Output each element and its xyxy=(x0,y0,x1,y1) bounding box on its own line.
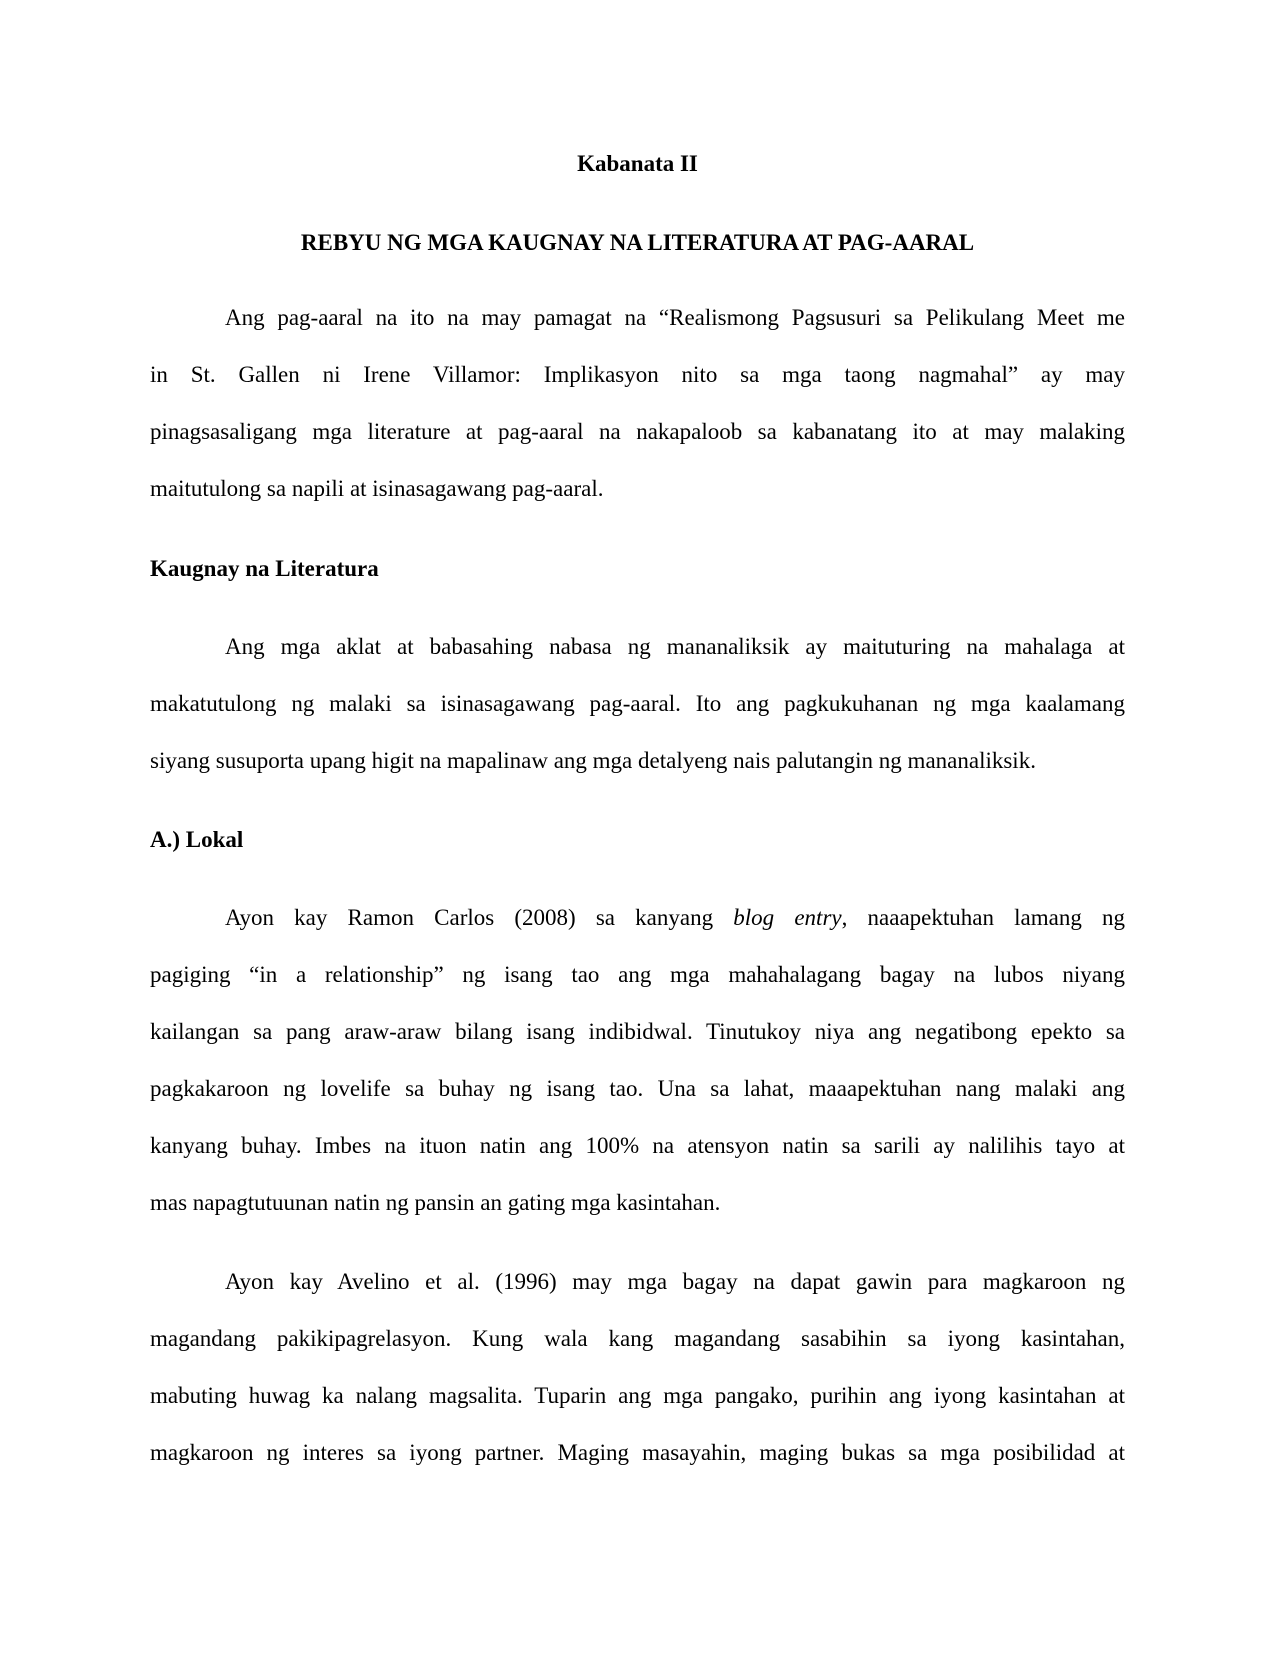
section-heading: Kaugnay na Literatura xyxy=(150,556,379,581)
carlos-text-after: , naaapektuhan lamang ng xyxy=(841,905,1125,930)
section-paragraph-line: makatutulong ng malaki sa isinasagawang pag-aaral. Ito ang pagkukuhanan ng mga kaalamang xyxy=(150,691,1125,716)
carlos-paragraph-line: pagkakaroon ng lovelife sa buhay ng isang tao. Una sa lahat, maaapektuhan nang malaki ang xyxy=(150,1076,1125,1101)
carlos-paragraph-line: kailangan sa pang araw-araw bilang isang indibidwal. Tinutukoy niya ang negatibong epekto sa xyxy=(150,1019,1125,1044)
intro-paragraph-line: maitutulong sa napili at isinasagawang pag-aaral. xyxy=(150,476,604,501)
intro-paragraph-line: in St. Gallen ni Irene Villamor: Implikasyon nito sa mga taong nagmahal” ay may xyxy=(150,362,1125,387)
avelino-paragraph-line: mabuting huwag ka nalang magsalita. Tuparin ang mga pangako, purihin ang iyong kasintahan at xyxy=(150,1383,1125,1408)
avelino-paragraph-line: magkaroon ng interes sa iyong partner. Maging masayahin, maging bukas sa mga posibilidad at xyxy=(150,1440,1125,1465)
section-paragraph-line: siyang susuporta upang higit na mapalinaw ang mga detalyeng nais palutangin ng mananaliksik. xyxy=(150,748,1036,773)
carlos-text-italic: blog entry xyxy=(733,905,842,930)
carlos-paragraph-line: kanyang buhay. Imbes na ituon natin ang 100% na atensyon natin sa sarili ay nalilihis tayo at xyxy=(150,1133,1125,1158)
document-title: REBYU NG MGA KAUGNAY NA LITERATURA AT PAG-AARAL xyxy=(300,230,975,255)
carlos-text-before: Ayon kay Ramon Carlos (2008) sa kanyang xyxy=(225,905,734,930)
intro-paragraph-line: pinagsasaligang mga literature at pag-aaral na nakapaloob sa kabanatang ito at may malaking xyxy=(150,419,1125,444)
section-paragraph-line: Ang mga aklat at babasahing nabasa ng mananaliksik ay maituturing na mahalaga at xyxy=(225,634,1125,659)
avelino-paragraph-line: magandang pakikipagrelasyon. Kung wala kang magandang sasabihin sa iyong kasintahan, xyxy=(150,1326,1125,1351)
carlos-paragraph-line: mas napagtutuunan natin ng pansin an gating mga kasintahan. xyxy=(150,1190,721,1215)
carlos-paragraph-first-line xyxy=(225,904,1125,932)
subheading-lokal: A.) Lokal xyxy=(150,827,244,852)
avelino-paragraph-line: Ayon kay Avelino et al. (1996) may mga bagay na dapat gawin para magkaroon ng xyxy=(225,1269,1125,1294)
carlos-paragraph-line: pagiging “in a relationship” ng isang tao ang mga mahahalagang bagay na lubos niyang xyxy=(150,962,1125,987)
chapter-title: Kabanata II xyxy=(577,151,698,176)
intro-paragraph-line: Ang pag-aaral na ito na may pamagat na “Realismong Pagsusuri sa Pelikulang Meet me xyxy=(225,305,1125,330)
